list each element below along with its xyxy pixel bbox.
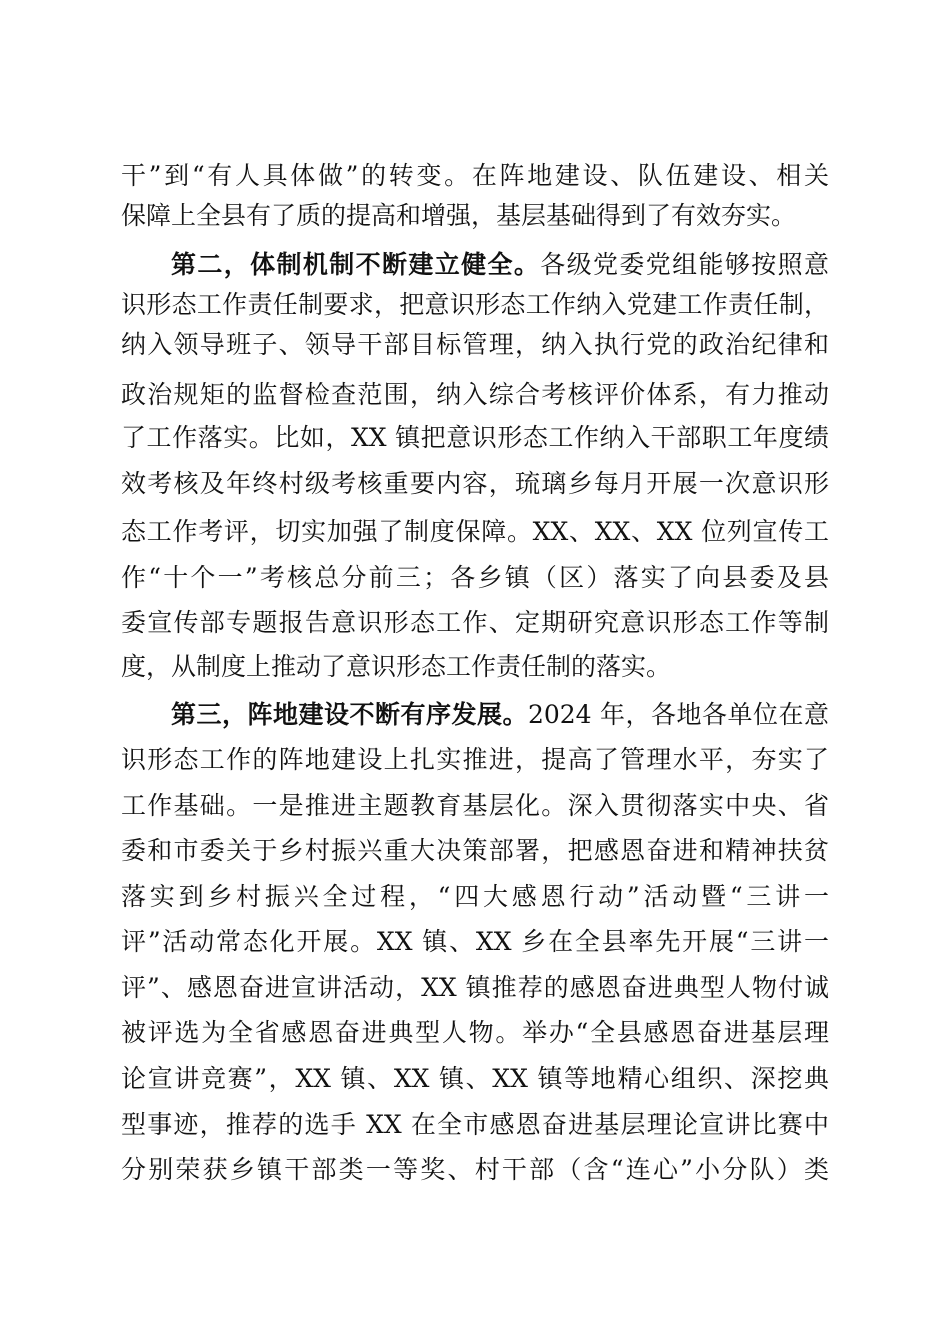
text-line: 评”活动常态化开展。XX 镇、XX 乡在全县率先开展“三讲一 [121,927,829,956]
text-line: 识形态工作的阵地建设上扎实推进，提高了管理水平，夯实了 [121,745,829,774]
text-line: 委宣传部专题报告意识形态工作、定期研究意识形态工作等制 [121,608,829,637]
text-line: 落实到乡村振兴全过程，“四大感恩行动”活动暨“三讲一 [121,882,829,911]
paragraph-first-line [171,695,829,735]
text-line: 型事迹，推荐的选手 XX 在全市感恩奋进基层理论宣讲比赛中 [121,1110,829,1139]
text-line: 政治规矩的监督检查范围，纳入综合考核评价体系，有力推动 [121,380,829,409]
text-line: 效考核及年终村级考核重要内容，琉璃乡每月开展一次意识形 [121,469,829,498]
text-line: 工作基础。一是推进主题教育基层化。深入贯彻落实中央、省 [121,791,829,820]
text-line: 委和市委关于乡村振兴重大决策部署，把感恩奋进和精神扶贫 [121,836,829,865]
text-line: 度，从制度上推动了意识形态工作责任制的落实。 [121,652,672,681]
paragraph-first-line [171,245,829,285]
section-heading: 第二，体制机制不断建立健全。 [171,250,541,279]
section-heading: 第三，阵地建设不断有序发展。 [171,700,528,729]
text-line: 论宣讲竞赛”，XX 镇、XX 镇、XX 镇等地精心组织、深挖典 [121,1064,829,1093]
text-line: 识形态工作责任制要求，把意识形态工作纳入党建工作责任制， [121,290,829,319]
text-line: 纳入领导班子、领导干部目标管理，纳入执行党的政治纪律和 [121,330,829,359]
text-run: 各级党委党组能够按照意 [540,250,829,279]
text-run: 2024 年，各地各单位在意 [527,700,829,729]
text-line: 作“十个一”考核总分前三；各乡镇（区）落实了向县委及县 [121,563,829,592]
text-line: 保障上全县有了质的提高和增强，基层基础得到了有效夯实。 [121,201,797,230]
text-line: 评”、感恩奋进宣讲活动，XX 镇推荐的感恩奋进典型人物付诚 [121,973,829,1002]
text-line: 了工作落实。比如，XX 镇把意识形态工作纳入干部职工年度绩 [121,423,829,452]
text-line: 分别荣获乡镇干部类一等奖、村干部（含“连心”小分队）类 [121,1155,829,1184]
text-line: 干”到“有人具体做”的转变。在阵地建设、队伍建设、相关 [121,161,829,190]
text-line: 被评选为全省感恩奋进典型人物。举办“全县感恩奋进基层理 [121,1018,829,1047]
text-line: 态工作考评，切实加强了制度保障。XX、XX、XX 位列宣传工 [121,517,829,546]
